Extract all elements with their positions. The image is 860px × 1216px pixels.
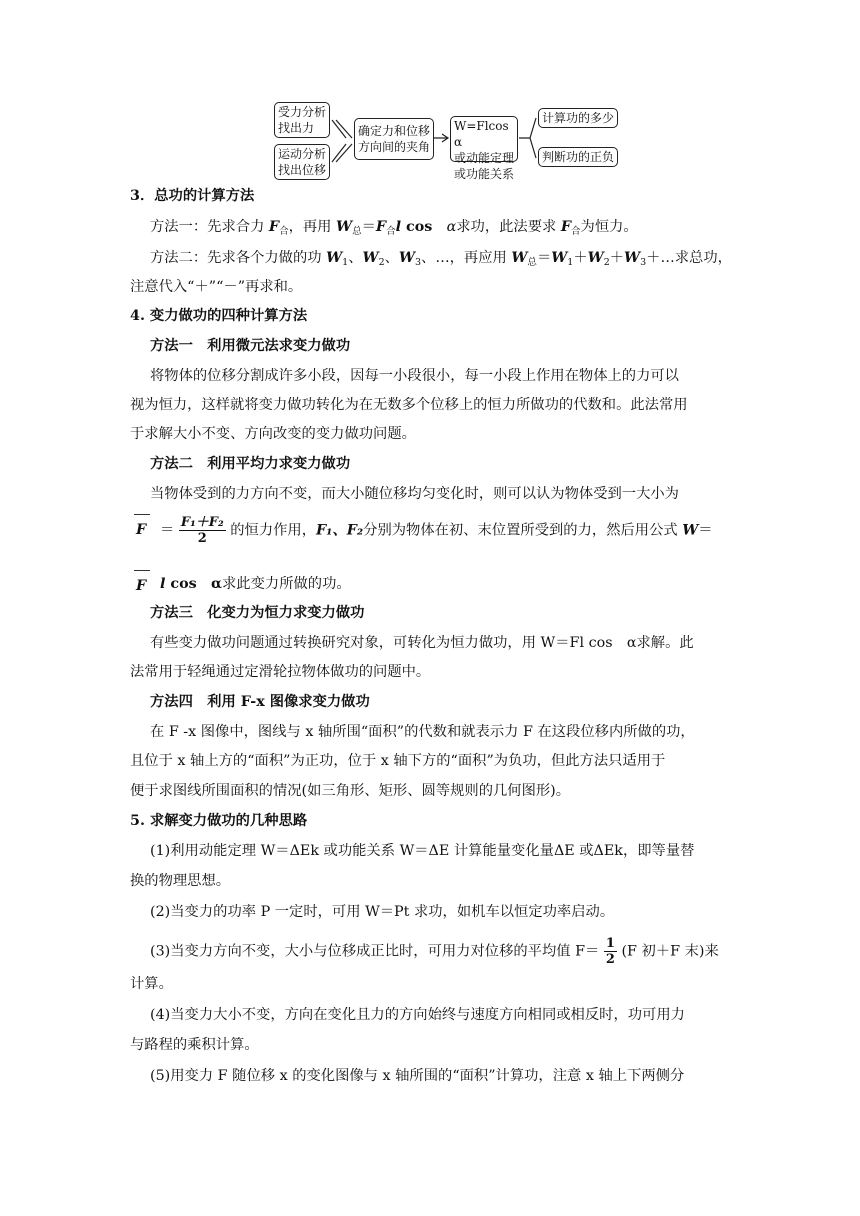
flow-text: 判断功的正负 xyxy=(542,150,615,164)
var: W xyxy=(624,250,641,266)
sub: 合 xyxy=(571,226,581,237)
text: (3)当变力方向不变，大小与位移成正比时，可用力对位移的平均值 F＝ xyxy=(150,943,600,960)
var: α xyxy=(446,219,457,235)
var: W xyxy=(398,250,415,266)
var: F xyxy=(375,219,387,235)
flow-text: 受力分析 xyxy=(278,105,327,119)
branch-connector xyxy=(519,118,536,158)
var: W xyxy=(336,219,353,235)
text: ＝ xyxy=(698,522,713,539)
paragraph-cont: 法常用于轻绳通过定滑轮拉物体做功的问题中。 xyxy=(130,664,431,680)
paragraph-cont: 换的物理思想。 xyxy=(130,873,231,889)
var: W xyxy=(551,250,568,266)
flow-box-angle xyxy=(354,118,434,160)
paragraph: (4)当变力大小不变，方向在变化且力的方向始终与速度方向相同或相反时，功可用力 xyxy=(150,1007,685,1023)
var: W xyxy=(587,250,604,266)
fraction-denominator: 2 xyxy=(197,531,207,546)
paragraph-formula xyxy=(160,515,713,546)
paragraph: 有些变力做功问题通过转换研究对象，可转化为恒力做功，用 W＝Fl cos α求解。此 xyxy=(150,635,694,651)
var: F xyxy=(560,219,572,235)
paragraph: (5)用变力 F 随位移 x 的变化图像与 x 轴所围的“面积”计算功，注意 x 轴上下两侧分 xyxy=(150,1068,685,1084)
method-title: 方法三 化变力为恒力求变力做功 xyxy=(150,605,365,621)
sub: 2 xyxy=(603,257,610,268)
flow-text: 方向间的夹角 xyxy=(358,140,431,154)
flow-text: 找出力 xyxy=(278,121,315,135)
sub: 1 xyxy=(567,257,574,268)
text: 方法一：先求合力 xyxy=(150,219,269,235)
text: ＋ xyxy=(609,250,625,266)
section-heading: 4. 变力做功的四种计算方法 xyxy=(130,308,308,324)
var: F xyxy=(268,219,280,235)
paragraph-cont: 与路程的乘积计算。 xyxy=(130,1037,259,1053)
sub: 总 xyxy=(527,257,537,268)
section-heading: 3．总功的计算方法 xyxy=(130,188,255,204)
flow-box-motion-analysis xyxy=(274,144,330,180)
mean-force-symbol: F xyxy=(136,578,147,594)
var: F₁、F₂ xyxy=(316,522,364,539)
method-title: 方法四 利用 F-x 图像求变力做功 xyxy=(150,694,370,710)
paragraph: (2)当变力的功率 P 一定时，可用 W＝Pt 求功，如机车以恒定功率启动。 xyxy=(150,904,615,920)
flow-box-amount xyxy=(538,108,618,128)
flow-text: 或动能定理 xyxy=(454,151,515,165)
text: 、 xyxy=(384,250,399,266)
flow-text: 计算功的多少 xyxy=(542,111,615,125)
sub: 总 xyxy=(352,226,362,237)
paragraph-cont: 于求解大小不变、方向改变的变力做功问题。 xyxy=(130,426,416,442)
text: ＝ xyxy=(536,250,552,266)
paragraph-formula xyxy=(160,574,351,594)
paragraph xyxy=(150,248,732,273)
paragraph xyxy=(150,217,638,242)
paragraph-cont: 计算。 xyxy=(130,976,173,992)
sub: 合 xyxy=(386,226,396,237)
text: 分别为物体在初、末位置所受到的力，然后用公式 xyxy=(363,522,683,539)
paragraph-cont: 且位于 x 轴上方的“面积”为正功，位于 x 轴下方的“面积”为负功，但此方法只适用于 xyxy=(130,753,666,769)
paragraph-cont: 视为恒力，这样就将变力做功转化为在无数多个位移上的恒力所做功的代数和。此法常用 xyxy=(130,397,688,413)
text: ＋ xyxy=(573,250,588,266)
section-heading: 5. 求解变力做功的几种思路 xyxy=(130,813,308,829)
text: 方法二：先求各个力做的功 xyxy=(150,250,327,266)
flow-text: 找出位移 xyxy=(278,163,327,177)
text: 的恒力作用， xyxy=(230,522,317,539)
fraction-numerator: 1 xyxy=(605,936,615,951)
flow-text: W=Flcos α xyxy=(454,119,509,149)
text: (F 初＋F 末)来 xyxy=(621,943,719,960)
flow-box-sign xyxy=(538,147,618,167)
text: ＝ xyxy=(160,522,175,539)
var: W xyxy=(682,522,699,539)
fraction xyxy=(604,936,617,967)
sub: 1 xyxy=(342,257,349,268)
text: 为恒力。 xyxy=(580,219,638,235)
text: 求功，此法要求 xyxy=(456,219,561,235)
var: W xyxy=(511,250,528,266)
var: W xyxy=(326,250,343,266)
text: 、… xyxy=(421,250,450,266)
paragraph: 当物体受到的力方向不变，而大小随位移均匀变化时，则可以认为物体受到一大小为 xyxy=(150,486,679,502)
paragraph xyxy=(150,936,719,967)
sub: 2 xyxy=(378,257,385,268)
text: cos α xyxy=(165,576,223,592)
paragraph: 将物体的位移分割成许多小段，因每一小段很小，每一小段上作用在物体上的力可以 xyxy=(150,368,679,384)
var: W xyxy=(362,250,379,266)
paragraph: 在 F -x 图像中，图线与 x 轴所围“面积”的代数和就表示力 F 在这段位移内所做的功， xyxy=(150,724,695,740)
paragraph-cont: 注意代入“＋”“－”再求和。 xyxy=(130,279,303,295)
sub: 合 xyxy=(279,226,289,237)
fraction xyxy=(179,515,226,546)
text: 、 xyxy=(348,250,363,266)
mean-force-symbol: F xyxy=(136,522,147,538)
text: 求此变力所做的功。 xyxy=(222,576,351,592)
var: l xyxy=(395,219,402,235)
var: l xyxy=(160,576,166,592)
method-title: 方法一 利用微元法求变力做功 xyxy=(150,338,351,354)
method-title: 方法二 利用平均力求变力做功 xyxy=(150,456,351,472)
paragraph-cont: 便于求图线所围面积的情况(如三角形、矩形、圆等规则的几何图形)。 xyxy=(130,783,571,799)
fraction-numerator: F₁＋F₂ xyxy=(180,515,224,530)
text: ，再用 xyxy=(288,219,337,235)
flow-text: 或功能关系 xyxy=(454,167,515,181)
text: ＋…求总功， xyxy=(646,250,732,266)
text: cos xyxy=(401,219,447,235)
flow-box-method xyxy=(450,116,518,181)
arrow-right-icon xyxy=(434,134,448,142)
fraction-denominator: 2 xyxy=(605,952,615,967)
flow-text: 运动分析 xyxy=(278,147,327,161)
flow-text: 确定力和位移 xyxy=(358,124,431,138)
flow-box-force-analysis xyxy=(274,102,330,138)
text: ，再应用 xyxy=(449,250,512,266)
paragraph: (1)利用动能定理 W＝ΔEk 或功能关系 W＝ΔE 计算能量变化量ΔE 或ΔEk，即等量替 xyxy=(150,843,695,859)
flowchart xyxy=(274,100,624,182)
sub: 3 xyxy=(414,257,422,268)
text: ＝ xyxy=(361,219,376,235)
sub: 3 xyxy=(640,257,647,268)
